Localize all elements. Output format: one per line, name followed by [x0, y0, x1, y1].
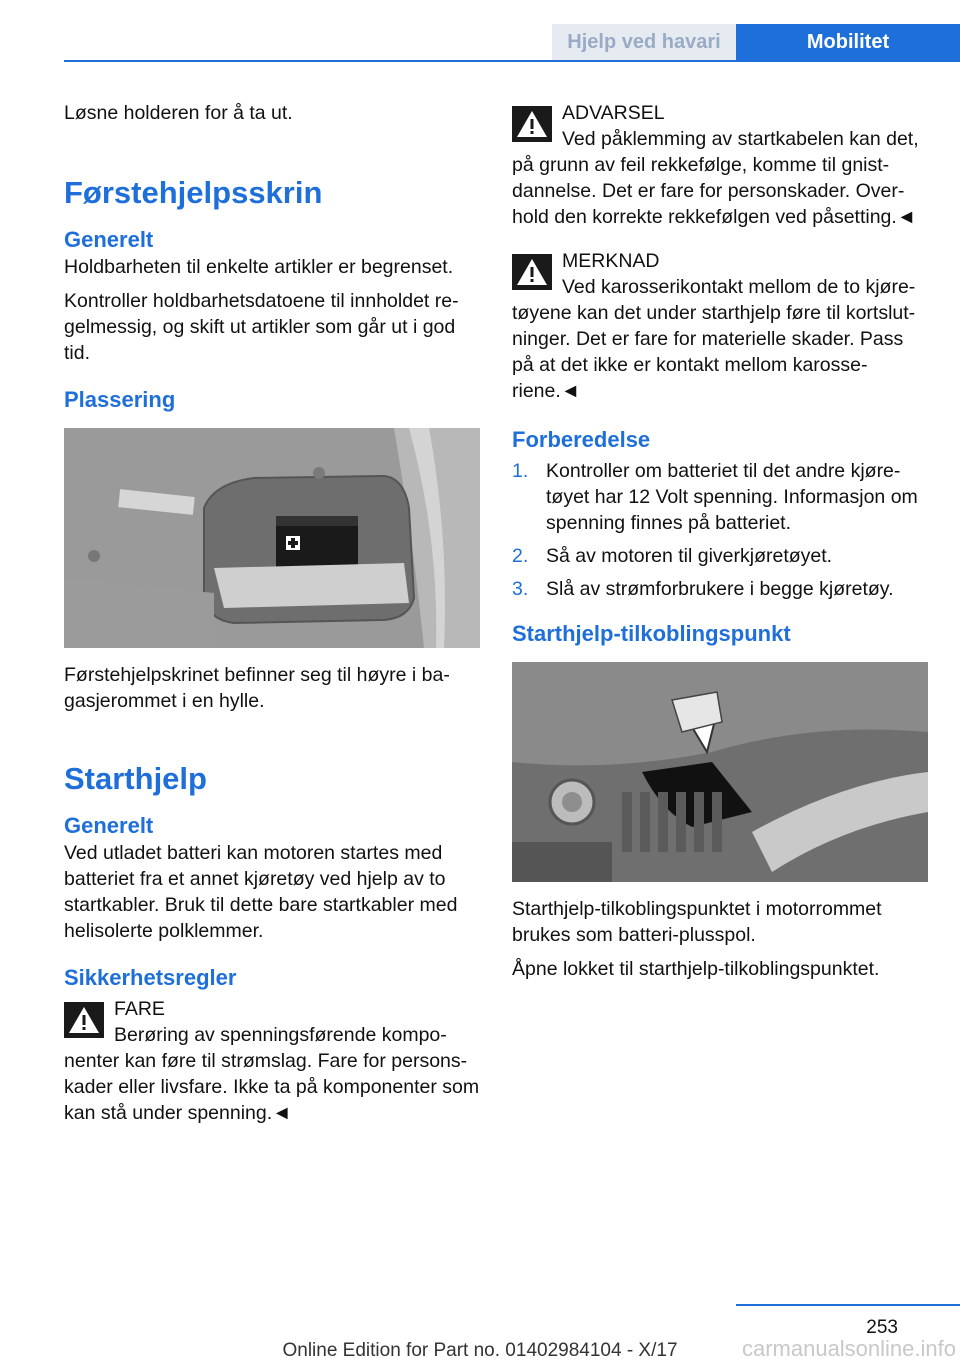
heading-preparation: Forberedelse — [512, 427, 651, 452]
warning-triangle-icon — [64, 1002, 104, 1038]
heading-safety-rules: Sikkerhetsregler — [64, 965, 237, 990]
list-item — [512, 458, 928, 536]
edition-footer: Online Edition for Part no. 01402984104 - X/17 — [282, 1340, 678, 1361]
heading-general: Generelt — [64, 227, 154, 252]
paragraph: Åpne lokket til starthjelp-tilkoblingspunktet. — [512, 958, 880, 980]
page-header — [0, 0, 960, 62]
photo-caption: Førstehjelpskrinet befinner seg til høyre i ba-gasjerommet i en hylle. — [64, 664, 450, 712]
warning-label: ADVARSEL — [562, 102, 665, 124]
paragraph: Ved utladet batteri kan motoren startes med batteriet fra et annet kjøretøy ved hjelp av to startkabler. Bruk til dette bare startkabler med helisolerte polklemmer. — [64, 842, 458, 942]
warning-triangle-icon — [512, 106, 552, 142]
list-item — [512, 576, 928, 602]
warning-text: Ved påklemming av startkabelen kan det, på grunn av feil rekkefølge, komme til gnist-dannelse. Det er fare for personskader. Over-hold den korrekte rekkefølgen ved påsetting.◄ — [512, 128, 919, 228]
step-text: Slå av strømforbrukere i begge kjøretøy. — [546, 578, 894, 600]
intro-text: Løsne holderen for å ta ut. — [64, 102, 293, 124]
paragraph: Kontroller holdbarhetsdatoene til innholdet re-gelmessig, og skift ut artikler som går ut i god tid. — [64, 290, 459, 364]
right-column — [512, 100, 928, 990]
heading-general: Generelt — [64, 813, 154, 838]
connection-point-photo — [512, 662, 928, 882]
first-aid-kit-photo — [64, 428, 480, 648]
warning-triangle-icon — [512, 254, 552, 290]
page-number: 253 — [866, 1317, 898, 1338]
step-text: Så av motoren til giverkjøretøyet. — [546, 545, 833, 567]
watermark: carmanualsonline.info — [741, 1336, 956, 1361]
step-number: 1. — [512, 460, 529, 482]
warning-note — [512, 248, 928, 404]
heading-jump-start: Starthjelp — [64, 761, 207, 796]
paragraph: Holdbarheten til enkelte artikler er begrenset. — [64, 256, 454, 278]
heading-first-aid-kit: Førstehjelpsskrin — [64, 175, 323, 210]
warning-text: Berøring av spenningsførende kompo-nenter kan føre til strømslag. Fare for persons-kader eller livsfare. Ikke ta på komponenter som kan stå under spenning.◄ — [64, 1024, 480, 1124]
chapter-tab: Mobilitet — [736, 24, 960, 60]
heading-placement: Plassering — [64, 387, 176, 412]
step-number: 2. — [512, 545, 529, 567]
preparation-steps — [512, 458, 928, 602]
warning-text: Ved karosserikontakt mellom de to kjøre-tøyene kan det under starthjelp føre til kortslut-ninger. Det er fare for materielle skader. Pass på at det ikke er kontakt mellom karosse-riene.◄ — [512, 276, 916, 402]
footer-rule — [736, 1304, 960, 1306]
warning-danger — [64, 996, 480, 1126]
photo-caption: Starthjelp-tilkoblingspunktet i motorrommet brukes som batteri-plusspol. — [512, 898, 882, 946]
warning-caution — [512, 100, 928, 230]
left-column — [64, 100, 480, 1134]
header-rule — [64, 60, 960, 62]
heading-connection-point: Starthjelp-tilkoblingspunkt — [512, 621, 791, 646]
section-tab: Hjelp ved havari — [552, 24, 736, 60]
list-item — [512, 543, 928, 569]
step-text: Kontroller om batteriet til det andre kjøre-tøyet har 12 Volt spenning. Informasjon om spenning finnes på batteriet. — [546, 460, 918, 534]
warning-label: MERKNAD — [562, 250, 660, 272]
step-number: 3. — [512, 578, 529, 600]
warning-label: FARE — [114, 998, 165, 1020]
